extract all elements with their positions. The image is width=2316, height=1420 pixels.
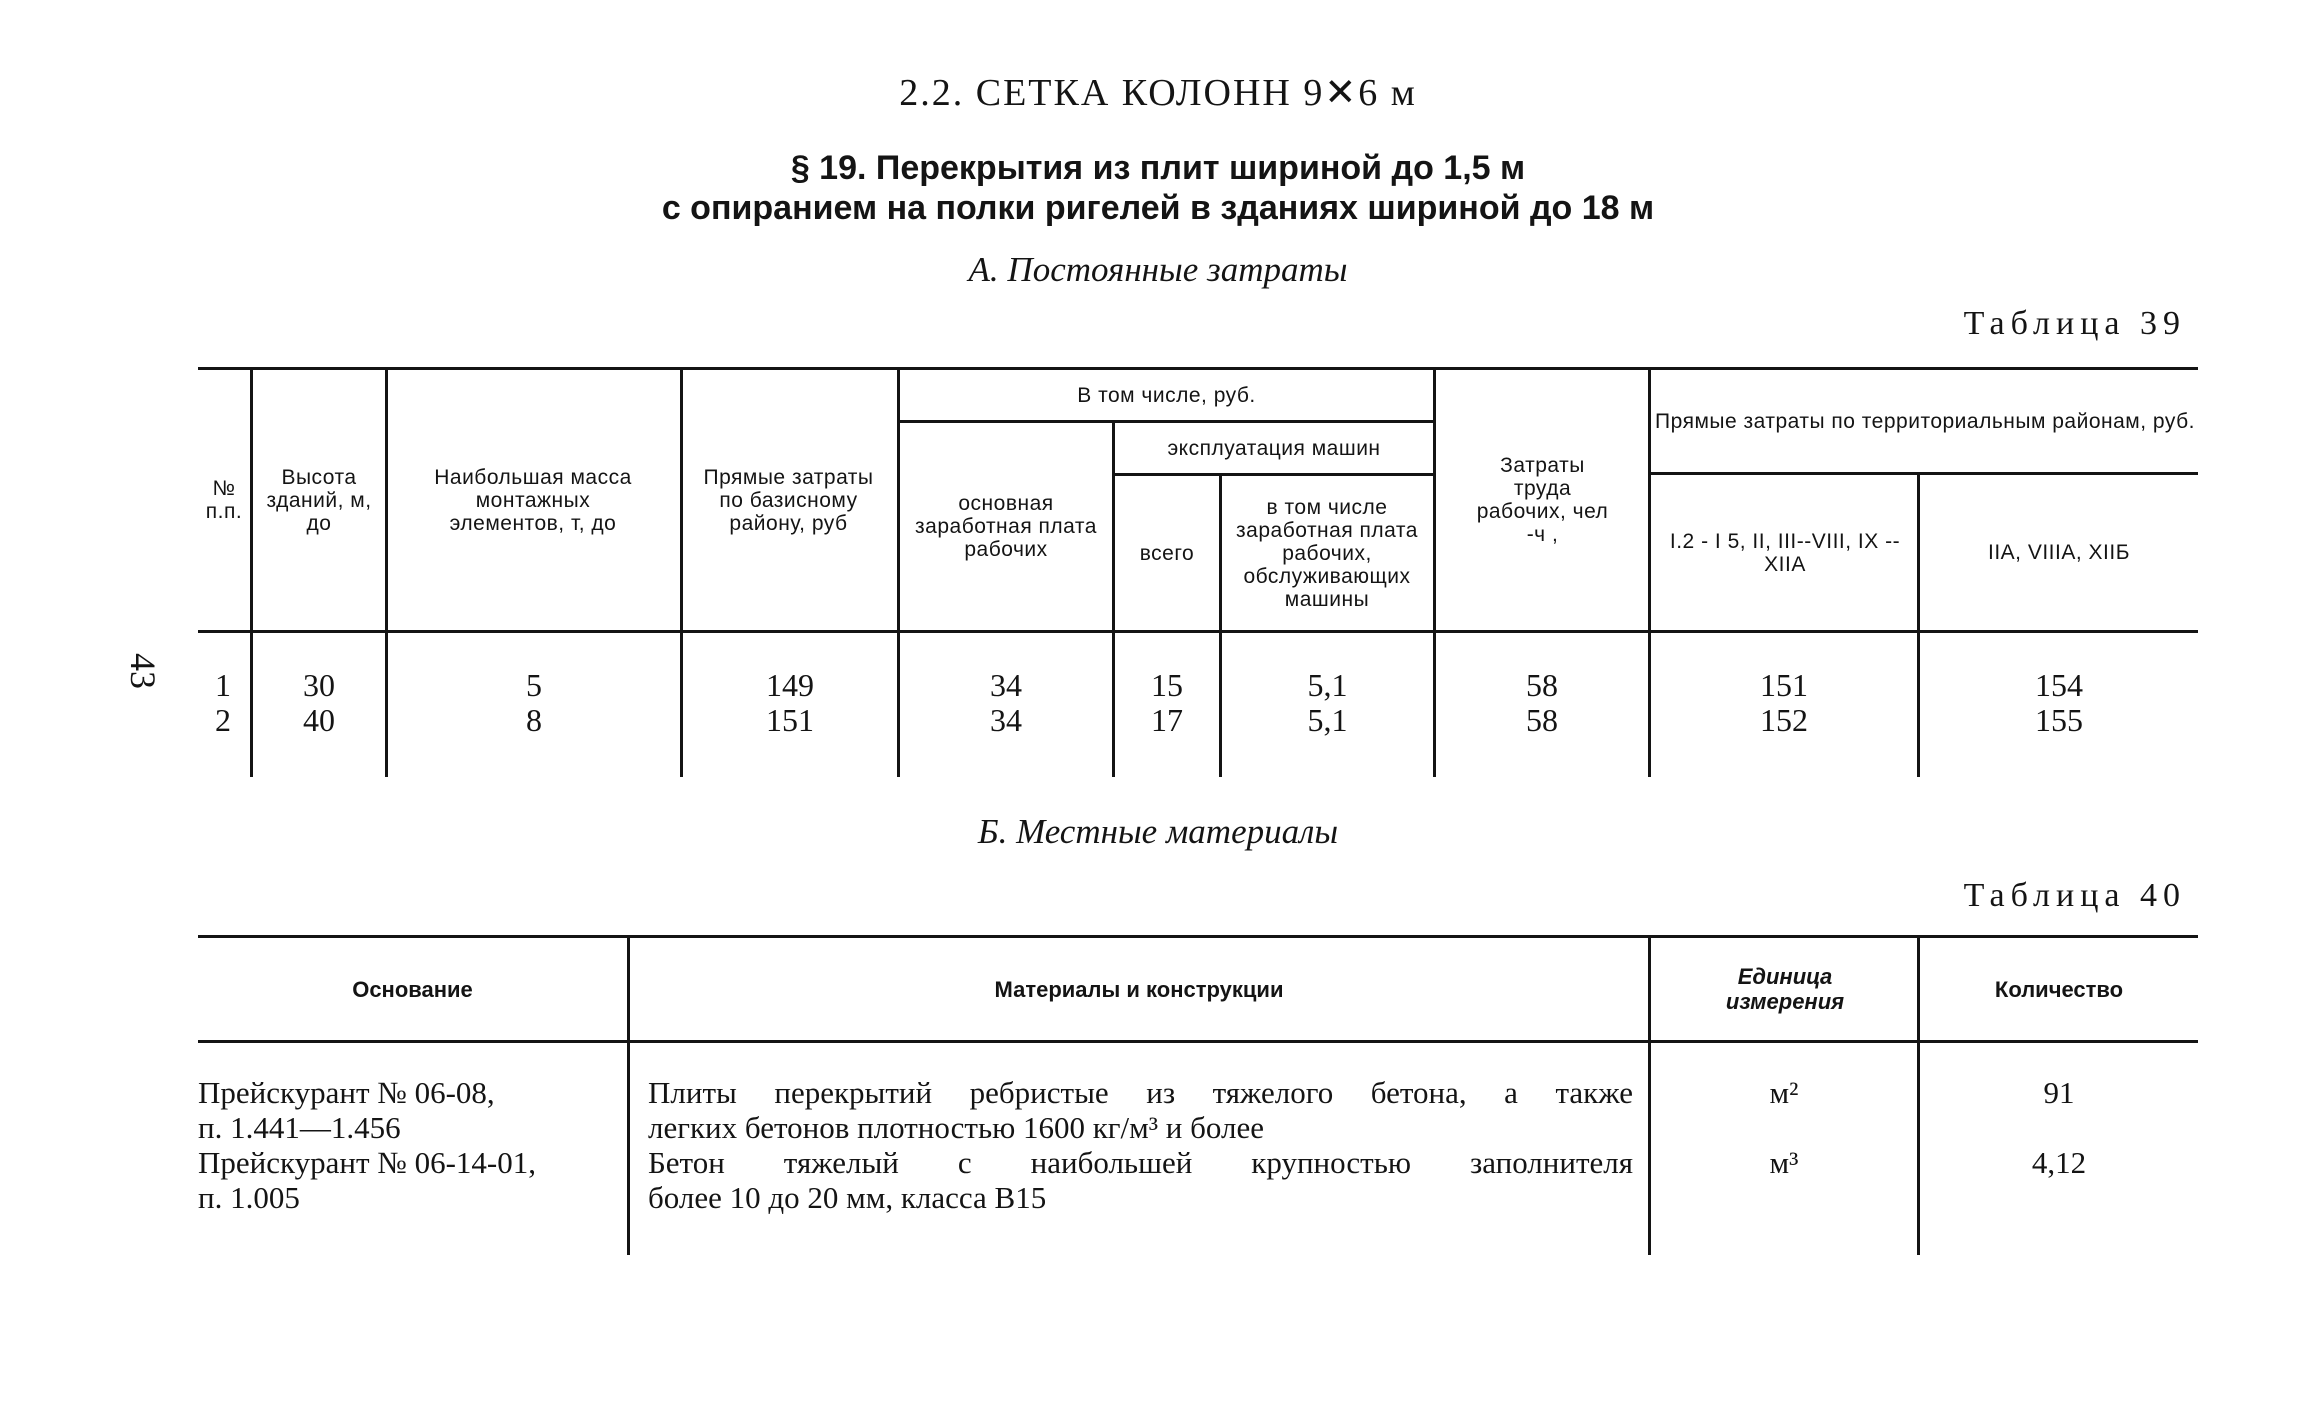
cell-materials-line: Плиты перекрытий ребристые из тяжелого бетона, а также bbox=[648, 1075, 1633, 1110]
cell-wages: 34 bbox=[990, 702, 1022, 738]
header-machines: эксплуатация машин bbox=[1167, 436, 1381, 460]
header-height: Высота зданий, м, до bbox=[266, 465, 372, 535]
header-materials: Материалы и конструкции bbox=[994, 976, 1284, 1002]
cell-unit: м² bbox=[1769, 1075, 1799, 1110]
cell-no: 1 bbox=[215, 667, 231, 703]
table-40-header-rule bbox=[198, 1040, 2198, 1043]
section-heading: 2.2. СЕТКА КОЛОНН 9✕6 м bbox=[899, 72, 1417, 114]
cell-wages: 34 bbox=[990, 667, 1022, 703]
header-direct: Прямые затраты по базисному району, руб bbox=[703, 465, 874, 535]
cell-quantity: 4,12 bbox=[2031, 1145, 2087, 1180]
header-region-2: IIA, VIIIA, XIIБ bbox=[1988, 541, 2130, 564]
cell-region-1: 151 bbox=[1760, 667, 1808, 703]
cell-total: 17 bbox=[1151, 702, 1183, 738]
paragraph-title-line1: § 19. Перекрытия из плит шириной до 1,5 м bbox=[790, 149, 1526, 187]
cell-basis bbox=[198, 1075, 618, 1145]
cell-labor: 58 bbox=[1526, 702, 1558, 738]
cell-basis-line: Прейскурант № 06-14-01, bbox=[198, 1145, 536, 1180]
cell-materials bbox=[648, 1075, 1633, 1145]
table-39-header-rule bbox=[198, 630, 2198, 633]
paragraph-title-line2: с опиранием на полки ригелей в зданиях шириной до 18 м bbox=[661, 189, 1655, 227]
cell-region-2: 155 bbox=[2035, 702, 2083, 738]
cell-machine-wages: 5,1 bbox=[1307, 702, 1348, 738]
header-total: всего bbox=[1139, 541, 1195, 565]
table-40-label: Таблица 40 bbox=[1963, 877, 2186, 914]
part-a-title: А. Постоянные затраты bbox=[968, 250, 1348, 289]
cell-mass: 8 bbox=[526, 702, 542, 738]
table-39-label: Таблица 39 bbox=[1963, 305, 2186, 342]
header-territorial: Прямые затраты по территориальным районам, руб. bbox=[1655, 409, 2195, 433]
header-no: № п.п. bbox=[205, 477, 243, 523]
cell-basis-line: Прейскурант № 06-08, bbox=[198, 1075, 495, 1110]
cell-height: 30 bbox=[303, 667, 335, 703]
cell-materials-line: Бетон тяжелый с наибольшей крупностью заполнителя bbox=[648, 1145, 1633, 1180]
cell-materials-line: легких бетонов плотностью 1600 кг/м³ и более bbox=[648, 1110, 1264, 1145]
cell-materials-line: более 10 до 20 мм, класса В15 bbox=[648, 1180, 1047, 1215]
page-number: 43 bbox=[123, 653, 163, 689]
part-b-title: Б. Местные материалы bbox=[977, 812, 1339, 851]
cell-unit: м³ bbox=[1769, 1145, 1799, 1180]
cell-direct: 149 bbox=[766, 667, 814, 703]
header-unit: Единица измерения bbox=[1725, 964, 1845, 1014]
cell-region-1: 152 bbox=[1760, 702, 1808, 738]
cell-materials bbox=[648, 1145, 1633, 1215]
cell-labor: 58 bbox=[1526, 667, 1558, 703]
header-quantity: Количество bbox=[1994, 976, 2124, 1002]
cell-quantity: 91 bbox=[2043, 1075, 2075, 1110]
header-mass: Наибольшая масса монтажных элементов, т, до bbox=[434, 465, 632, 535]
cell-total: 15 bbox=[1151, 667, 1183, 703]
cell-basis-line: п. 1.441—1.456 bbox=[198, 1110, 401, 1145]
header-basis: Основание bbox=[352, 976, 473, 1002]
paragraph-title bbox=[0, 148, 2316, 228]
cell-basis-line: п. 1.005 bbox=[198, 1180, 300, 1215]
header-region-1: I.2 - I 5, II, III--VIII, IX --XIIA bbox=[1669, 529, 1901, 576]
header-labor: Затраты труда рабочих, чел -ч , bbox=[1476, 454, 1609, 546]
header-wages: основная заработная плата рабочих bbox=[915, 492, 1097, 561]
cell-no: 2 bbox=[215, 702, 231, 738]
header-machine-wages: в том числе заработная плата рабочих, обслуживающих машины bbox=[1236, 495, 1418, 611]
header-incl: В том числе, руб. bbox=[1077, 383, 1256, 407]
cell-machine-wages: 5,1 bbox=[1307, 667, 1348, 703]
cell-basis bbox=[198, 1145, 618, 1215]
cell-region-2: 154 bbox=[2035, 667, 2083, 703]
cell-height: 40 bbox=[303, 702, 335, 738]
cell-mass: 5 bbox=[526, 667, 542, 703]
cell-direct: 151 bbox=[766, 702, 814, 738]
